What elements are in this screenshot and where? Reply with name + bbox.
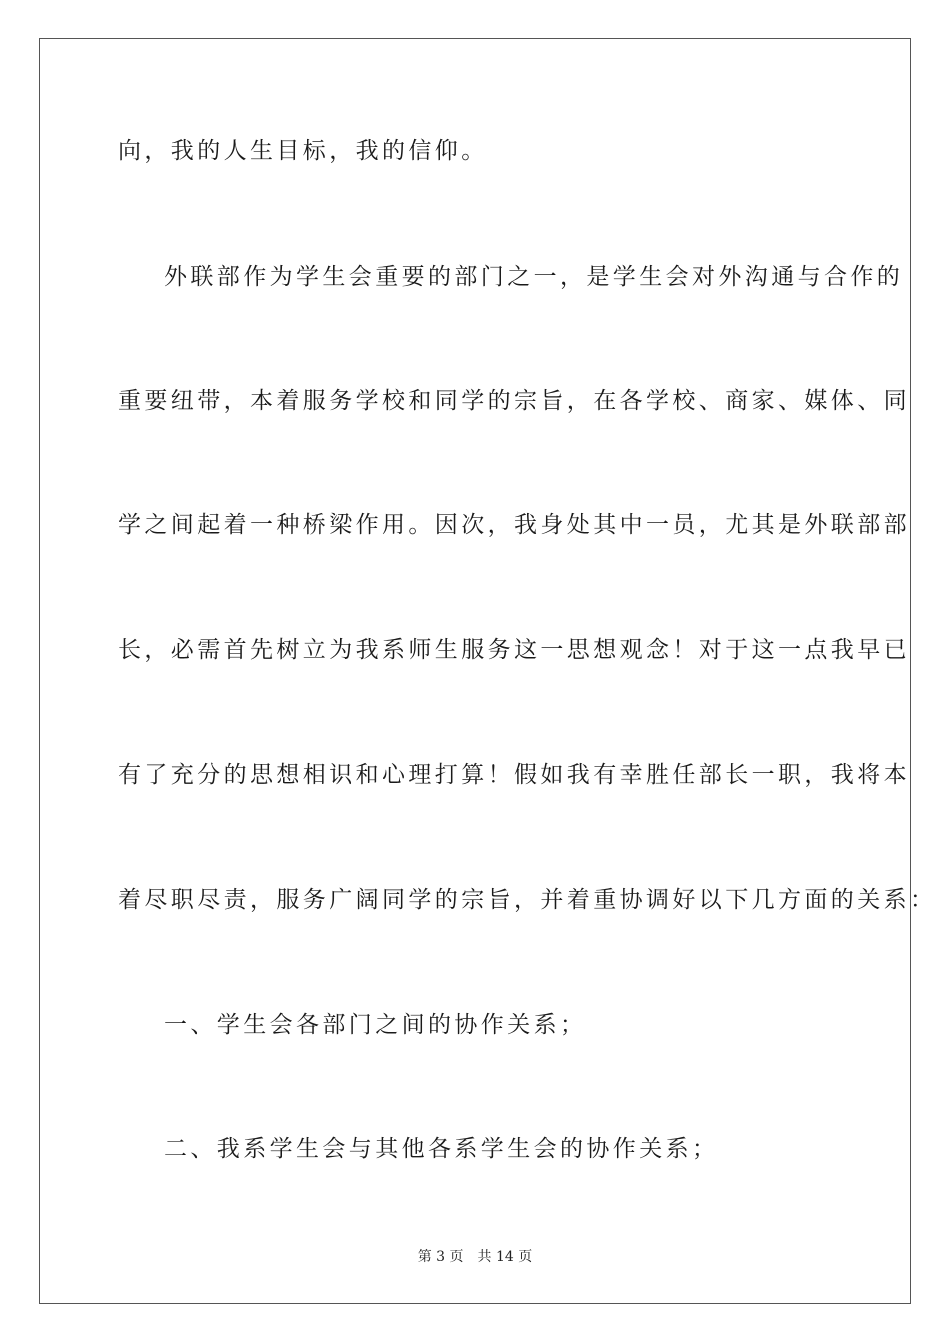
text-line-1: 向，我的人生目标，我的信仰。 [118,138,488,164]
text-line-4: 学之间起着一种桥梁作用。因次，我身处其中一员，尤其是外联部部 [118,512,910,538]
list-item-1: 一、学生会各部门之间的协作关系； [164,1012,587,1038]
text-line-2: 外联部作为学生会重要的部门之一，是学生会对外沟通与合作的 [164,264,904,290]
total-pages: 共 14 页 [477,1249,533,1265]
text-line-5: 长，必需首先树立为我系师生服务这一思想观念！对于这一点我早已 [118,637,910,663]
page-footer [0,1248,950,1266]
text-line-7: 着尽职尽责，服务广阔同学的宗旨，并着重协调好以下几方面的关系： [118,887,937,913]
page-border [39,38,911,1304]
list-item-2: 二、我系学生会与其他各系学生会的协作关系； [164,1136,719,1162]
text-line-6: 有了充分的思想相识和心理打算！假如我有幸胜任部长一职，我将本 [118,762,910,788]
text-line-3: 重要纽带，本着服务学校和同学的宗旨，在各学校、商家、媒体、同 [118,388,910,414]
page-number: 第 3 页 [417,1249,464,1265]
